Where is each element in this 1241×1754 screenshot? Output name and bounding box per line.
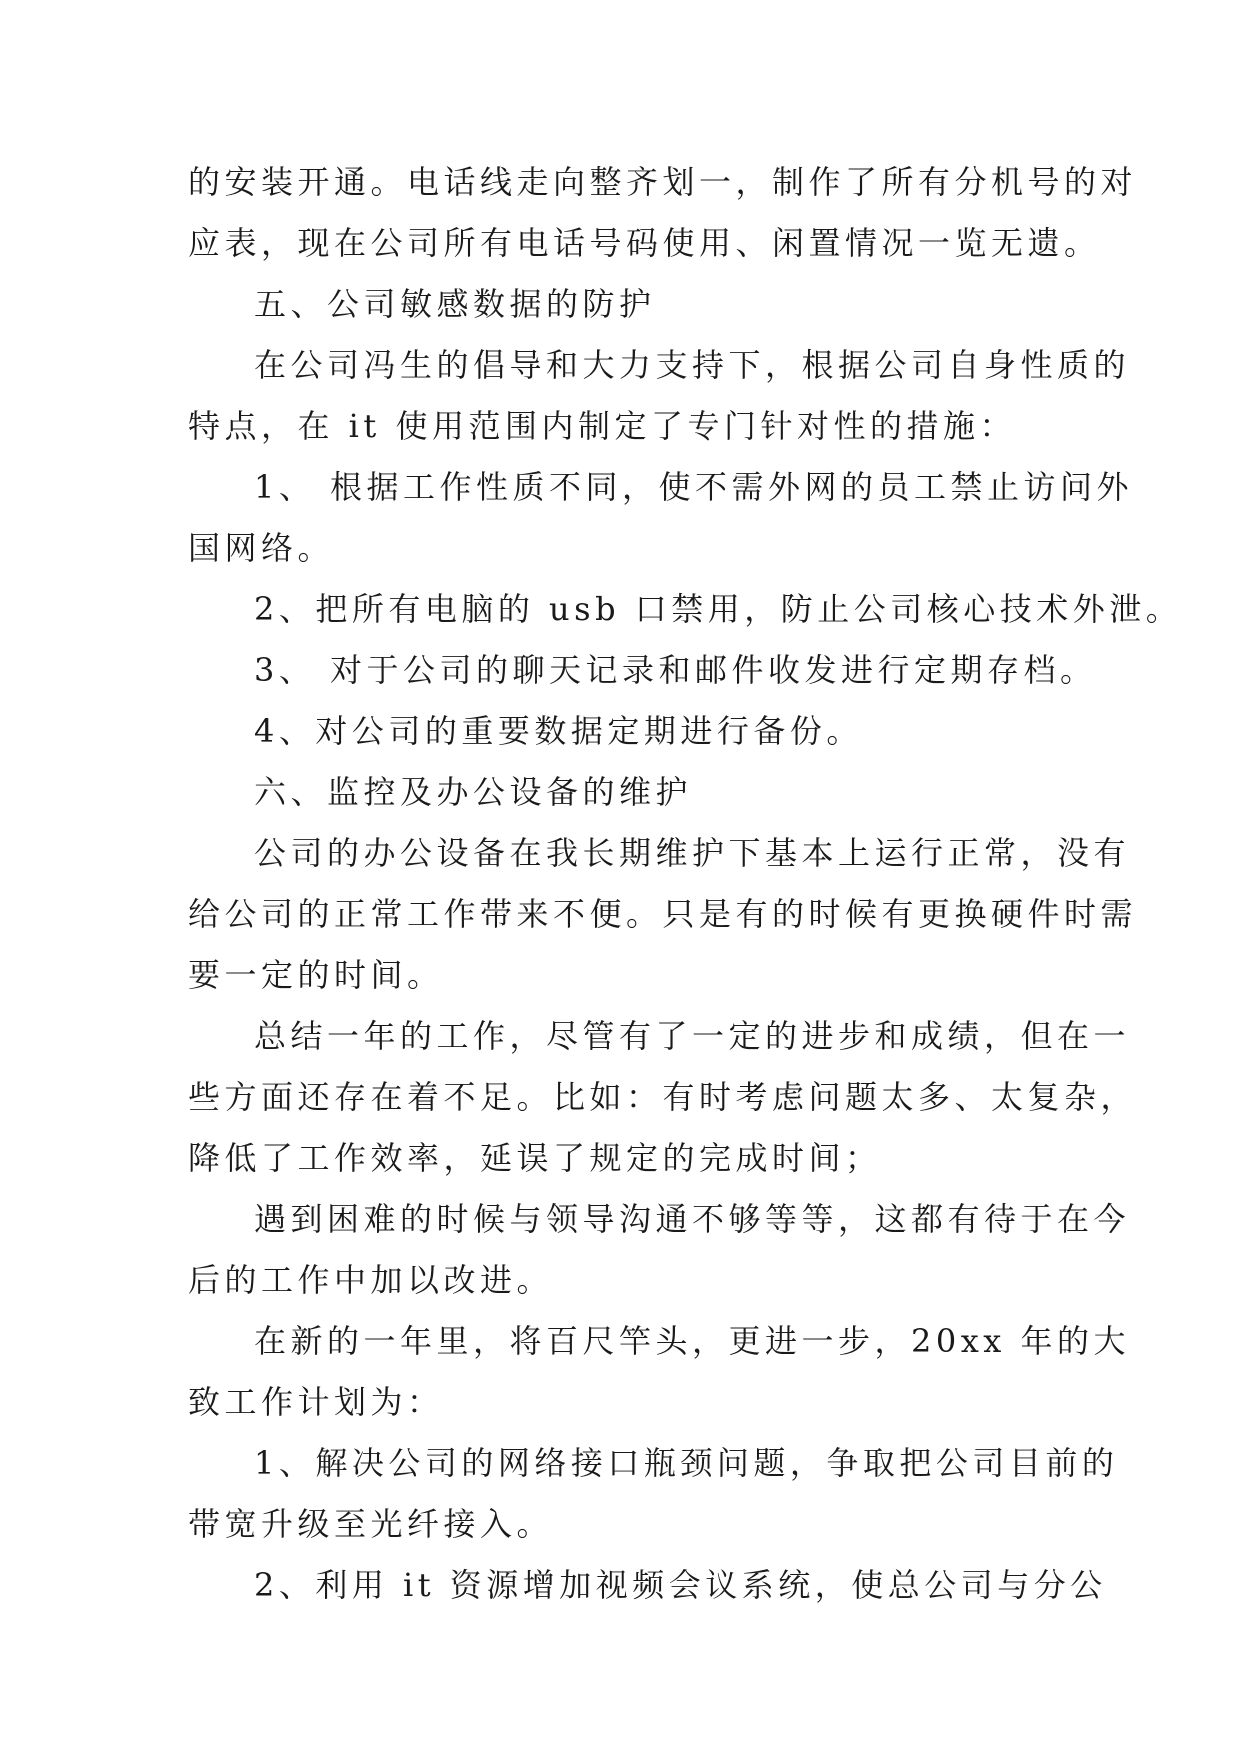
text-line: 特点，在 it 使用范围内制定了专门针对性的措施： [188, 407, 1016, 445]
list-item: 3、 对于公司的聊天记录和邮件收发进行定期存档。 [254, 651, 1097, 689]
text-line: 带宽升级至光纤接入。 [188, 1505, 554, 1543]
list-item: 2、把所有电脑的 usb 口禁用，防止公司核心技术外泄。 [254, 590, 1183, 628]
text-line: 的安装开通。电话线走向整齐划一，制作了所有分机号的对 [188, 163, 1138, 201]
text-line: 总结一年的工作，尽管有了一定的进步和成绩，但在一 [254, 1017, 1131, 1055]
text-line: 应表，现在公司所有电话号码使用、闲置情况一览无遗。 [188, 224, 1101, 262]
list-item: 4、对公司的重要数据定期进行备份。 [254, 712, 863, 750]
text-line: 降低了工作效率，延误了规定的完成时间； [188, 1139, 882, 1177]
text-line: 在新的一年里，将百尺竿头，更进一步，20xx 年的大 [254, 1322, 1130, 1360]
text-line: 给公司的正常工作带来不便。只是有的时候有更换硬件时需 [188, 895, 1138, 933]
list-item: 2、利用 it 资源增加视频会议系统，使总公司与分公 [254, 1566, 1107, 1604]
list-item: 1、 根据工作性质不同，使不需外网的员工禁止访问外 [254, 468, 1134, 506]
text-line: 国网络。 [188, 529, 335, 567]
document-body [188, 152, 1183, 1616]
text-line: 要一定的时间。 [188, 956, 444, 994]
text-line: 后的工作中加以改进。 [188, 1261, 554, 1299]
list-item: 1、解决公司的网络接口瓶颈问题，争取把公司目前的 [254, 1444, 1119, 1482]
text-line: 些方面还存在着不足。比如：有时考虑问题太多、太复杂， [188, 1078, 1138, 1116]
text-line: 遇到困难的时候与领导沟通不够等等，这都有待于在今 [254, 1200, 1131, 1238]
section-heading: 六、监控及办公设备的维护 [254, 773, 693, 811]
text-line: 在公司冯生的倡导和大力支持下，根据公司自身性质的 [254, 346, 1131, 384]
text-line: 公司的办公设备在我长期维护下基本上运行正常，没有 [254, 834, 1131, 872]
text-line: 致工作计划为： [188, 1383, 444, 1421]
section-heading: 五、公司敏感数据的防护 [254, 285, 656, 323]
